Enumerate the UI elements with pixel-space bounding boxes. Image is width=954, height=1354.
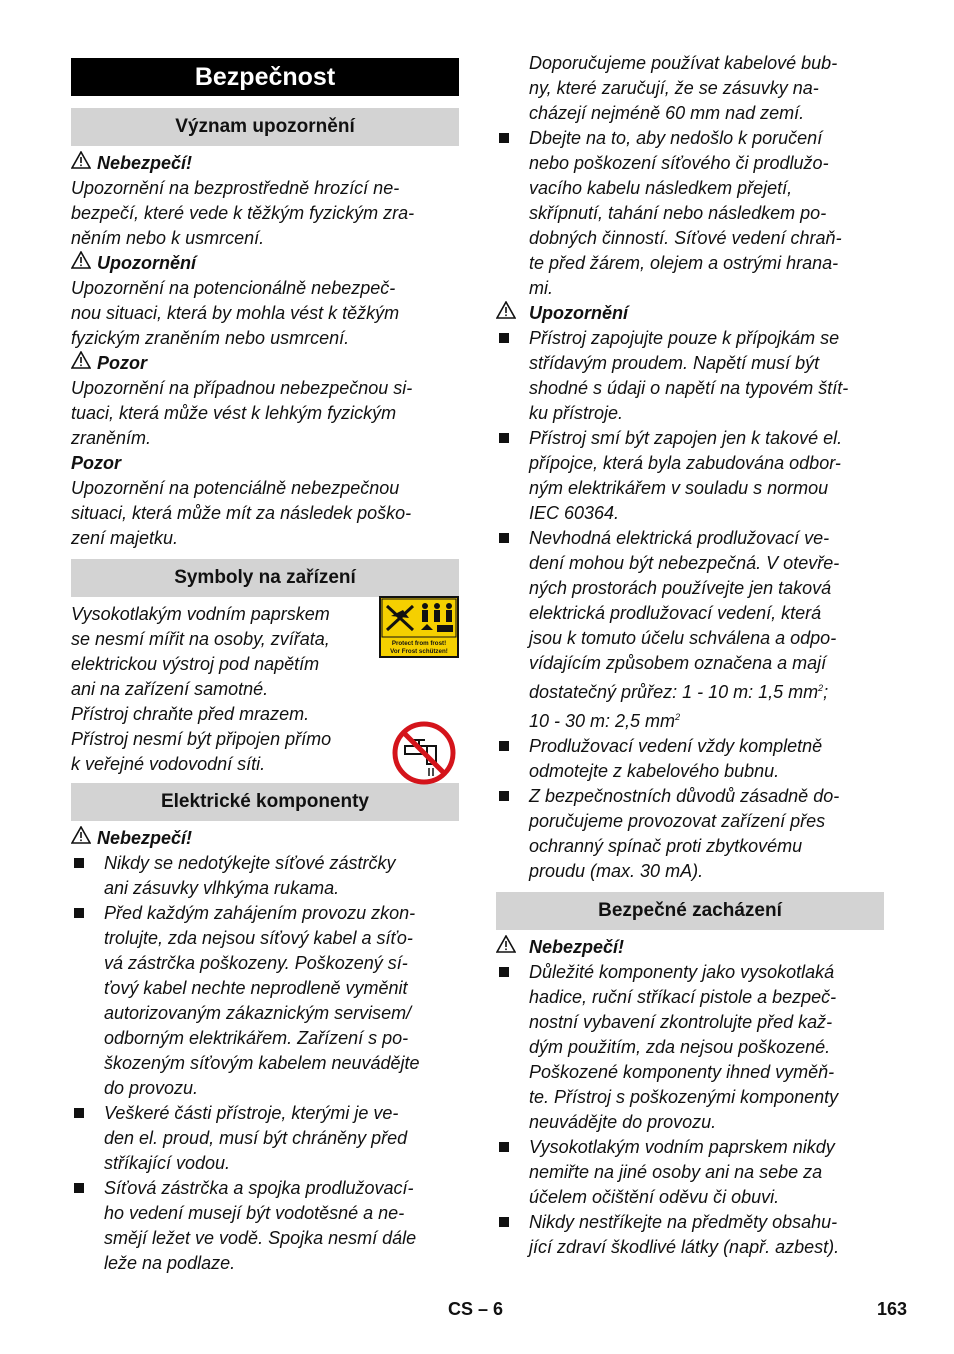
frost-sign-text-en: Protect from frost! (391, 640, 447, 647)
warning-text: Upozornění na bezprostředně hrozící ne- bezpečí, které vede k těžkým fyzickým zra- něním nebo k usmrcení. (71, 178, 415, 248)
list-item: Důležité komponenty jako vysokotlaká hadice, ruční stříkací pistole a bezpeč- nostní vybavení zkontrolujte před kaž- dým použitím, zda nejsou poškozené. Poškozené komponenty ihned vyměň- te. Přístroj s poškozenými komponenty neuvádějte do provozu. (496, 960, 884, 1135)
list-item: Nikdy nestříkejte na předměty obsahu- jící zdraví škodlivé látky (např. azbest). (496, 1210, 884, 1260)
list-item: Dbejte na to, aby nedošlo k poručení nebo poškození síťového či prodlužo- vacího kabelu následkem přejetí, skřípnutí, tahání nebo následkem po- dobných činností. Síťové vedení chraň- te před žárem, olejem a ostrými hrana- mi. (496, 126, 884, 301)
warning-triangle-icon (71, 251, 97, 276)
symbols-block (71, 602, 459, 777)
list-item: Síťová zástrčka a spojka prodlužovací- ho vedení musejí být vodotěsné a ne- smějí ležet ve vodě. Spojka nesmí dále leže na podlaze. (71, 1176, 459, 1276)
symbols-text: Vysokotlakým vodním paprskem se nesmí mířit na osoby, zvířata, elektrickou výstroj pod napětím ani na zařízení samotné. Přístroj chraňte před mrazem. Přístroj nesmí být připojen přímo k veřejné vodovodní síti. (71, 604, 332, 774)
page-title: Bezpečnost (71, 58, 459, 96)
warning-label: Nebezpečí! (97, 153, 193, 173)
list-item: Veškeré části přístroje, kterými je ve- den el. proud, musí být chráněny před stříkající vodou. (71, 1101, 459, 1176)
warning-danger (496, 935, 884, 960)
list-item-continued: Doporučujeme používat kabelové bub- ny, které zaručují, že se zásuvky na- cházejí nejméně 60 mm nad zemí. (529, 53, 838, 123)
bullet-square-icon (496, 326, 529, 426)
warning-label: Upozornění (529, 303, 628, 323)
list-item: Přístroj zapojujte pouze k přípojkám se střídavým proudem. Napětí musí být shodné s údaji o napětí na typovém štít- ku přístroje. (496, 326, 884, 426)
warning-text: Upozornění na případnou nebezpečnou si- tuaci, která může vést k lehkým fyzickým zraněním. (71, 378, 413, 448)
warning-danger (71, 151, 459, 176)
page-number: 163 (877, 1299, 908, 1319)
bullet-square-icon (496, 126, 529, 301)
warning-attention (71, 351, 459, 376)
frost-warning-sign-icon (379, 596, 459, 658)
list-item: Vysokotlakým vodním paprskem nikdy nemiřte na jiné osoby ani na sebe za účelem očištění oděvu či obuvi. (496, 1135, 884, 1210)
warning-text: Upozornění na potencionálně nebezpeč- nou situaci, která by mohla vést k těžkým fyzickým zraněním nebo usmrcení. (71, 278, 400, 348)
bullet-square-icon (496, 1210, 529, 1260)
right-column (496, 51, 884, 1260)
bullet-square-icon (71, 1101, 104, 1176)
frost-sign-text-de: Vor Frost schützen! (390, 648, 448, 655)
list-item: Nikdy se nedotýkejte síťové zástrčky ani zásuvky vlhkýma rukama. (71, 851, 459, 901)
section-title-warnings: Význam upozornění (71, 108, 459, 146)
bullet-square-icon (496, 426, 529, 526)
warning-label: Pozor (97, 353, 148, 373)
bullet-square-icon (496, 784, 529, 884)
list-item: Z bezpečnostních důvodů zásadně do- poručujeme provozovat zařízení přes ochranný spínač proti zbytkovému proudu (max. 30 mA). (496, 784, 884, 884)
footer-lang-page: CS – 6 (448, 1299, 504, 1319)
list-item: Přístroj smí být zapojen jen k takové el. přípojce, která byla zabudována odbor- ným elektrikářem v souladu s normou IEC 60364. (496, 426, 884, 526)
warning-label: Nebezpečí! (97, 828, 193, 848)
section-title-electric: Elektrické komponenty (71, 783, 459, 821)
bullet-square-icon (496, 960, 529, 1135)
list-item: Před každým zahájením provozu zkon- trolujte, zda nejsou síťový kabel a síťo- vá zástrčka poškozeny. Poškozený sí- ťový kabel nechte neprodleně vyměnit autorizovaným zákaznickým servisem/ odborným elektrikářem. Zařízení s po- škozeným síťovým kabelem neuvádějte do provozu. (71, 901, 459, 1101)
bullet-square-icon (496, 526, 529, 734)
list-item: Prodlužovací vedení vždy kompletně odmotejte z kabelového bubnu. (496, 734, 884, 784)
warning-triangle-icon (71, 826, 97, 851)
warning-label: Upozornění (97, 253, 196, 273)
warning-label: Nebezpečí! (529, 937, 625, 957)
warning-triangle-icon (496, 935, 529, 960)
notice-label: Pozor (71, 453, 122, 473)
bullet-square-icon (496, 1135, 529, 1210)
section-title-safe-handling: Bezpečné zacházení (496, 892, 884, 930)
bullet-square-icon (71, 851, 104, 901)
warning-triangle-icon (71, 151, 97, 176)
left-column (71, 58, 459, 1276)
section-title-symbols: Symboly na zařízení (71, 559, 459, 597)
warning-triangle-icon (496, 301, 529, 326)
bullet-square-icon (496, 734, 529, 784)
bullet-square-icon (71, 1176, 104, 1276)
warning-caution (71, 251, 459, 276)
list-item: Nevhodná elektrická prodlužovací ve- dení mohou být nebezpečná. V otevře- ných prostorách používejte jen taková elektrická prodlužovací vedení, která jsou k tomuto účelu schválena a odpo- vídajícím způsobem označena a mají dostatečný průřez: 1 - 10 m: 1,5 $mm^2$; 10 - 30 m: 2,5 $mm^2$ (496, 526, 884, 734)
bullet-square-icon (71, 901, 104, 1101)
warning-caution (496, 301, 884, 326)
warning-danger (71, 826, 459, 851)
no-water-connection-icon (391, 720, 457, 786)
warning-triangle-icon (71, 351, 97, 376)
notice-text: Upozornění na potenciálně nebezpečnou situaci, která může mít za následek poško- zení majetku. (71, 478, 412, 548)
